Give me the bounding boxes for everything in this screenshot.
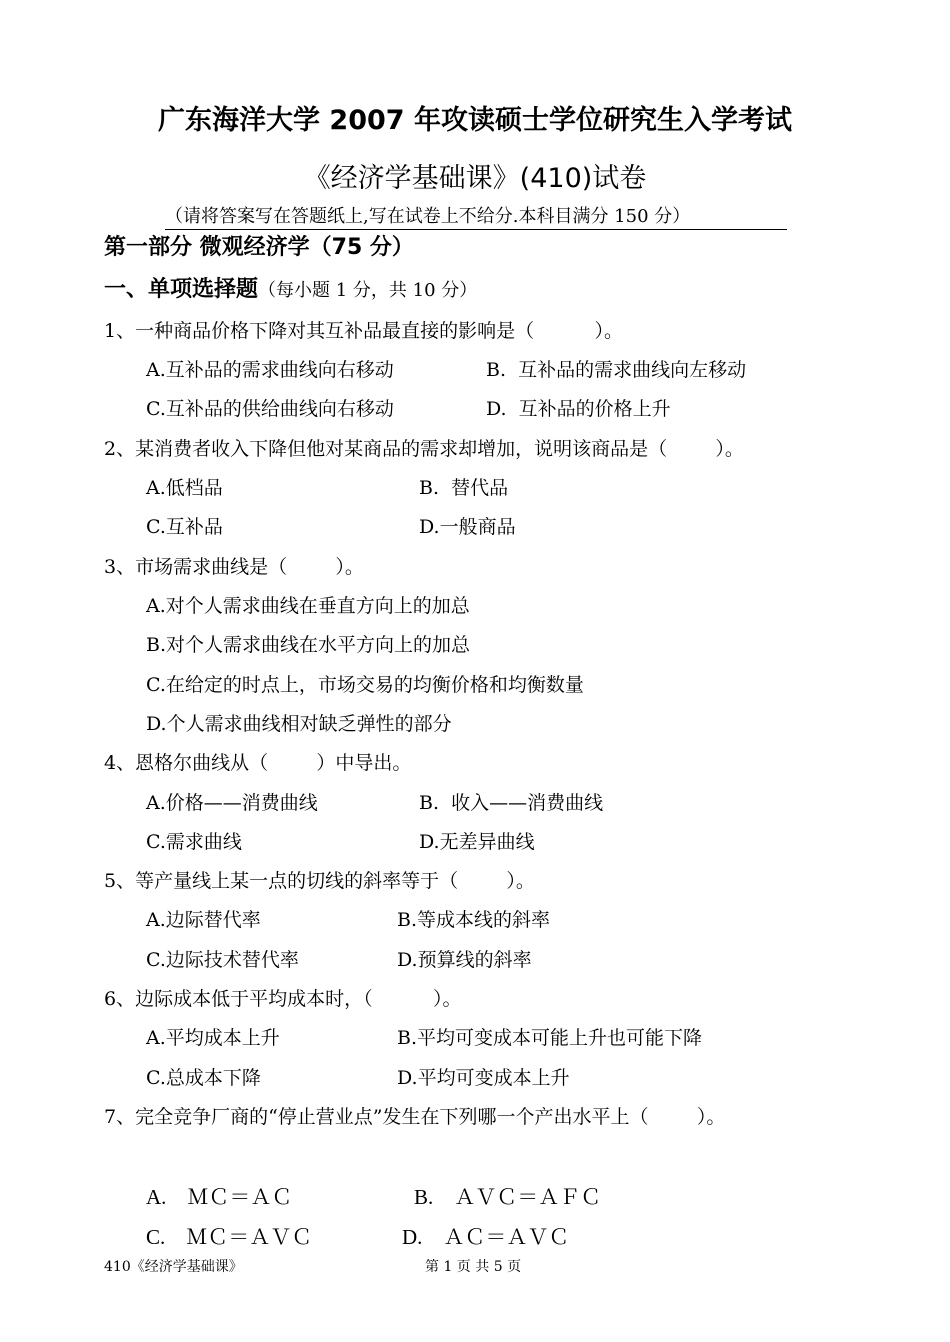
question-5-option-c: C.边际技术替代率 (146, 949, 299, 971)
section-heading (104, 272, 477, 303)
question-6-option-d: D.平均可变成本上升 (397, 1067, 570, 1089)
question-6-option-b: B.平均可变成本可能上升也可能下降 (397, 1027, 703, 1049)
question-7-option-c: C. ＭＣ＝ＡＶＣ (146, 1225, 313, 1249)
question-3-stem: 3、市场需求曲线是（ ）。 (104, 556, 364, 578)
question-6-stem: 6、边际成本低于平均成本时，（ ）。 (104, 988, 462, 1010)
question-1-option-c: C.互补品的供给曲线向右移动 (146, 398, 394, 420)
question-4-stem: 4、恩格尔曲线从（ ）中导出。 (104, 752, 412, 774)
question-6-option-c: C.总成本下降 (146, 1067, 261, 1089)
question-3-option-a: A.对个人需求曲线在垂直方向上的加总 (146, 595, 470, 617)
exam-subtitle: 《经济学基础课》(410)试卷 (303, 163, 647, 194)
question-2-option-d: D.一般商品 (419, 516, 516, 538)
question-7-option-b: B. ＡＶＣ＝ＡＦＣ (414, 1185, 602, 1209)
question-1-option-a: A.互补品的需求曲线向右移动 (146, 359, 394, 381)
question-3-option-c: C.在给定的时点上，市场交易的均衡价格和均衡数量 (146, 674, 584, 696)
question-4-option-c: C.需求曲线 (146, 831, 242, 853)
question-5-option-b: B.等成本线的斜率 (397, 909, 551, 931)
section-title: 一、单项选择题 (104, 277, 259, 302)
question-4-option-b: B. 收入——消费曲线 (419, 792, 604, 814)
question-1-option-d: D. 互补品的价格上升 (486, 398, 671, 420)
question-4-option-a: A.价格——消费曲线 (146, 792, 318, 814)
question-2-option-b: B. 替代品 (419, 477, 509, 499)
question-1-stem: 1、一种商品价格下降对其互补品最直接的影响是（ ）。 (104, 320, 623, 342)
question-5-option-a: A.边际替代率 (146, 909, 261, 931)
question-3-option-d: D.个人需求曲线相对缺乏弹性的部分 (146, 713, 452, 735)
question-6-option-a: A.平均成本上升 (146, 1027, 280, 1049)
question-2-option-c: C.互补品 (146, 516, 223, 538)
question-2-option-a: A.低档品 (146, 477, 223, 499)
instruction-note: （请将答案写在答题纸上,写在试卷上不给分.本科目满分 150 分） (165, 202, 787, 230)
question-1-option-b: B. 互补品的需求曲线向左移动 (486, 359, 747, 381)
part-heading: 第一部分 微观经济学（75 分） (104, 235, 414, 260)
question-7-stem: 7、完全竞争厂商的“停止营业点”发生在下列哪一个产出水平上（ ）。 (104, 1106, 726, 1128)
question-2-stem: 2、某消费者收入下降但他对某商品的需求却增加，说明该商品是（ ）。 (104, 438, 744, 460)
question-3-option-b: B.对个人需求曲线在水平方向上的加总 (146, 634, 471, 656)
question-7-option-d: D. ＡＣ＝ＡＶＣ (402, 1225, 570, 1249)
question-7-option-a: A. ＭＣ＝ＡＣ (146, 1185, 293, 1209)
question-5-stem: 5、等产量线上某一点的切线的斜率等于（ ）。 (104, 870, 535, 892)
section-subtitle: （每小题 1 分，共 10 分） (258, 280, 478, 301)
footer-page-number: 第 1 页 共 5 页 (425, 1259, 522, 1275)
exam-title: 广东海洋大学 2007 年攻读硕士学位研究生入学考试 (158, 105, 792, 136)
question-4-option-d: D.无差异曲线 (419, 831, 535, 853)
footer-course: 410《经济学基础课》 (104, 1259, 243, 1275)
question-5-option-d: D.预算线的斜率 (397, 949, 532, 971)
